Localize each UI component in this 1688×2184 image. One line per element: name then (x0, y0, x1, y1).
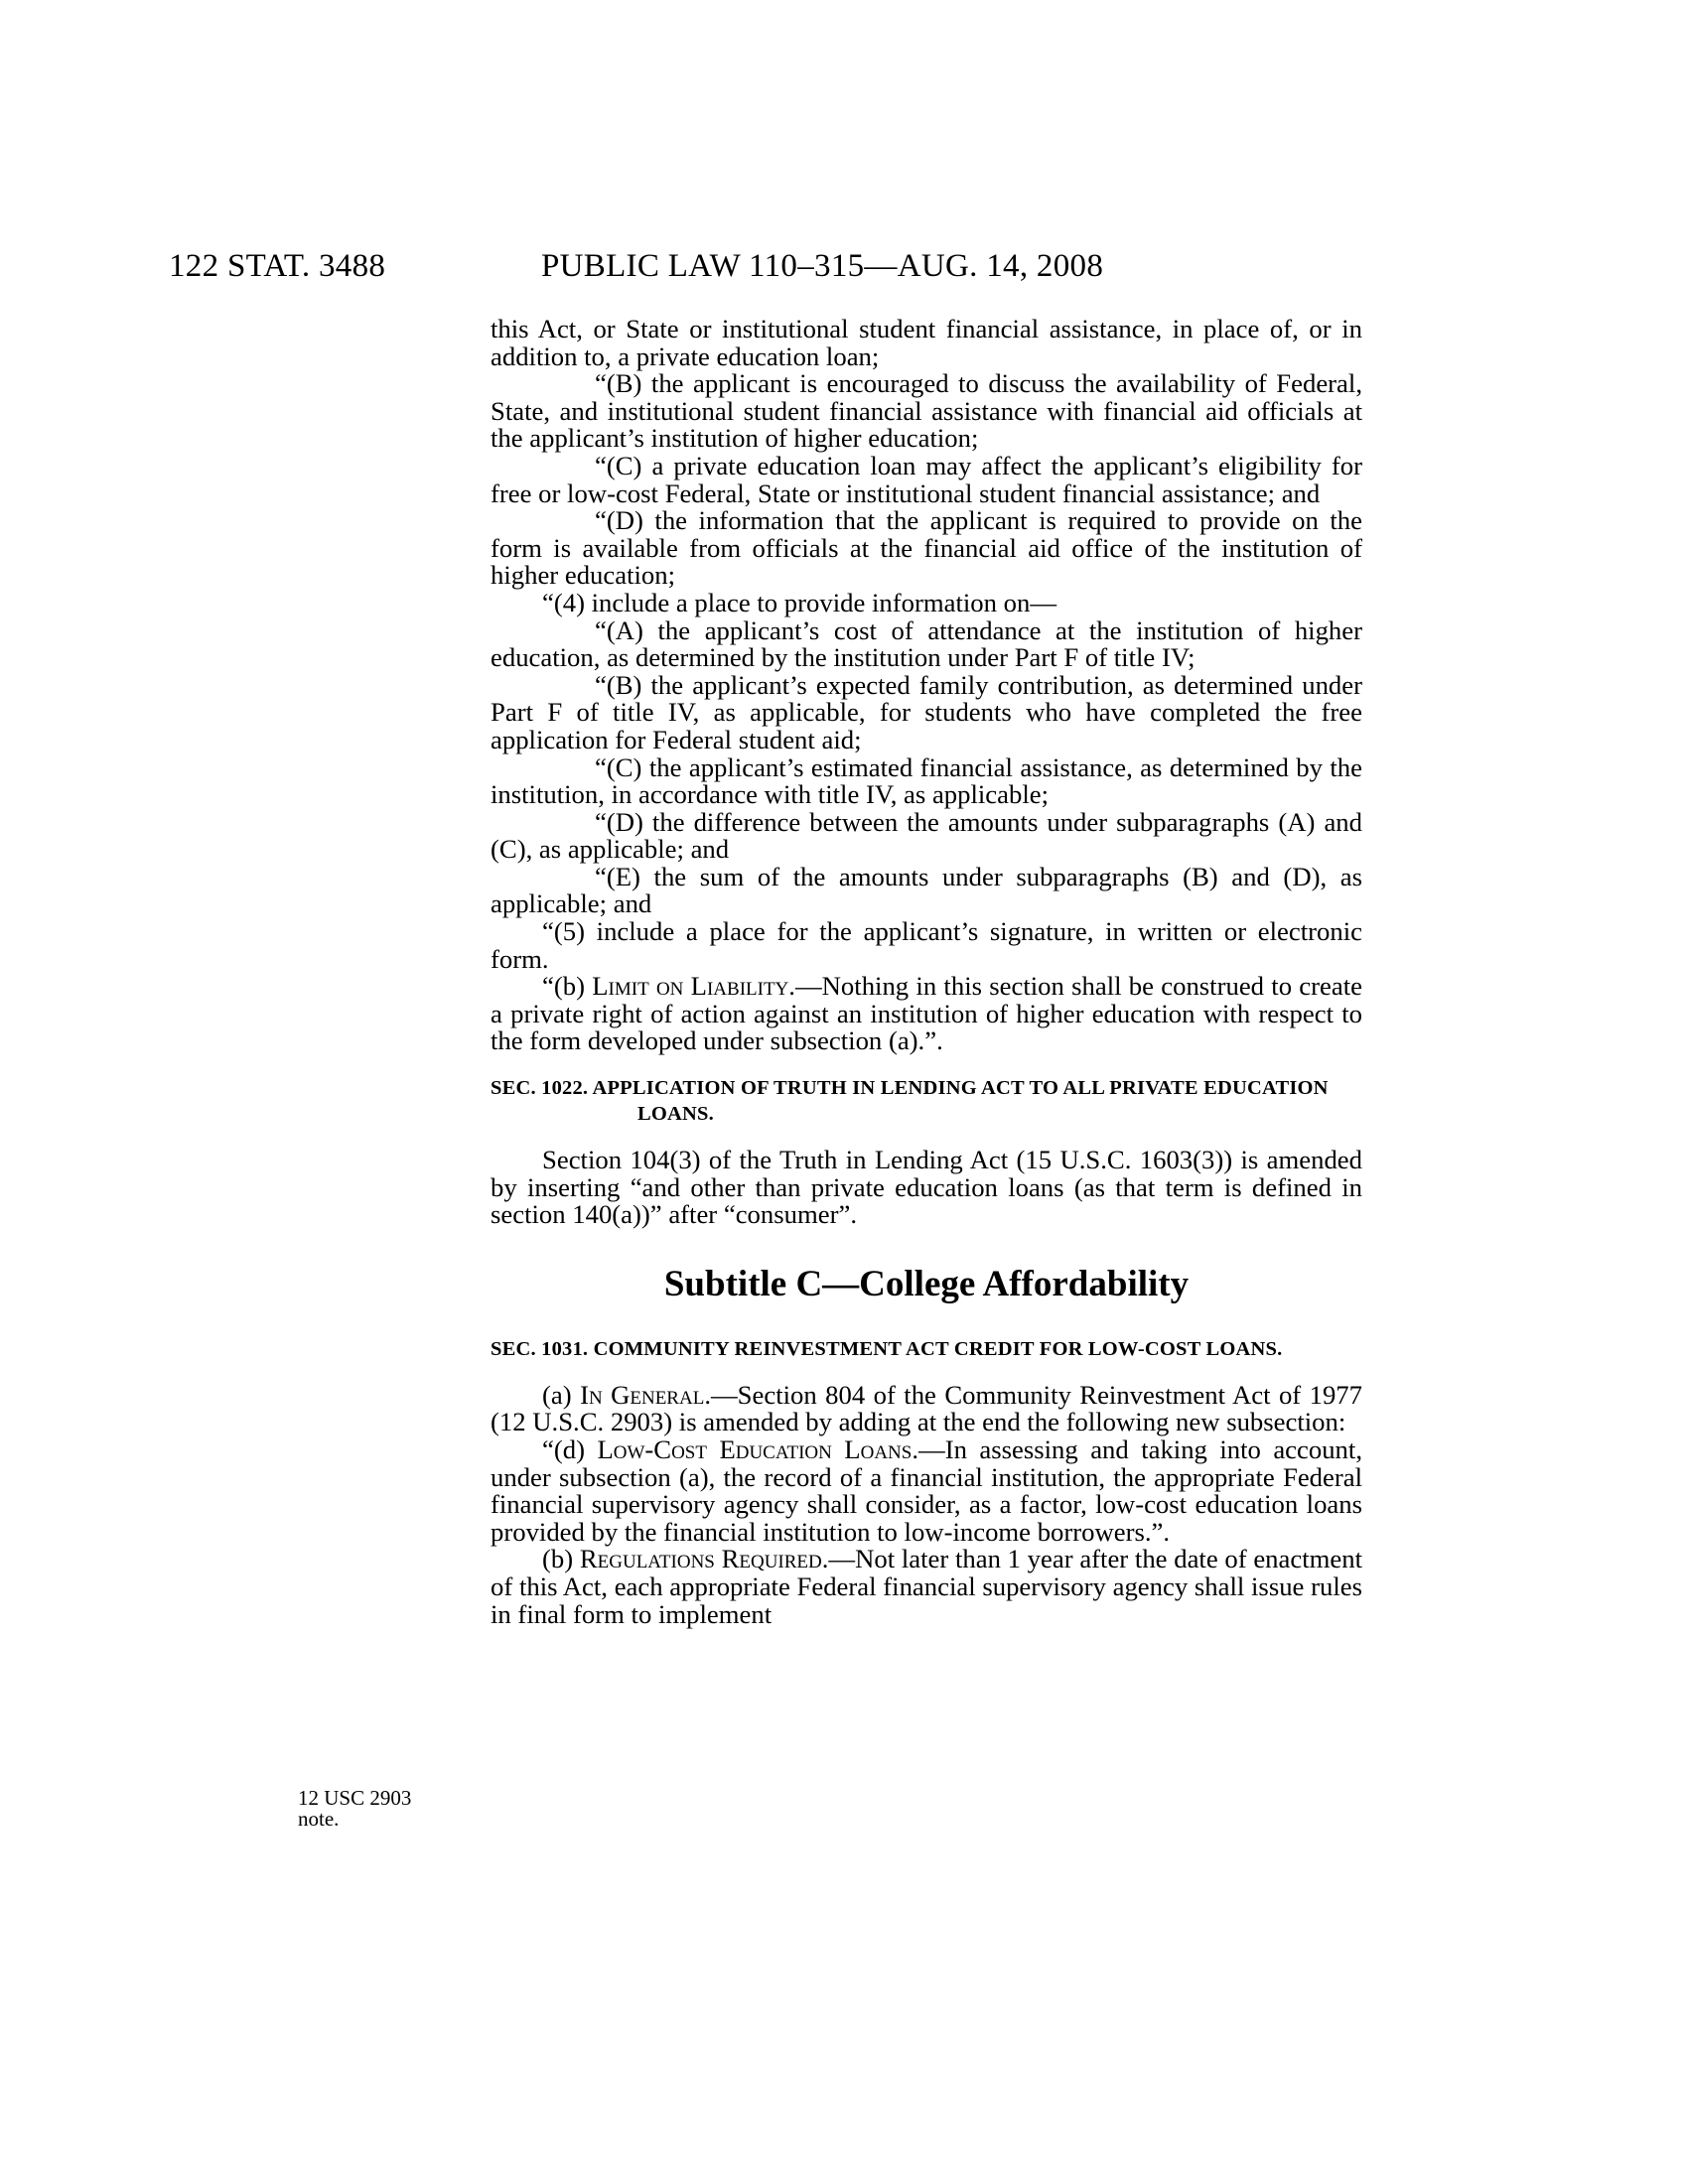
paragraph (491, 1546, 1362, 1628)
page-stat-citation: 122 STAT. 3488 (169, 248, 386, 284)
paragraph: “(D) the difference between the amounts under subparagraphs (A) and (C), as applicable; and (491, 806, 1362, 865)
paragraph: “(E) the sum of the amounts under subparagraphs (B) and (D), as applicable; and (491, 861, 1362, 919)
margin-note (298, 1788, 417, 1830)
section-heading-1031: SEC. 1031. COMMUNITY REINVESTMENT ACT CREDIT FOR LOW-COST LOANS. (491, 1337, 1283, 1360)
subsection-heading: Low-Cost Education Loans (597, 1434, 913, 1464)
document-body (491, 316, 1362, 1628)
subsection-text: .—In assessing and taking into account, under subsection (a), the record of a financial institution, the appropriate Federal financial supervisory agency shall consider, as a factor, low-cost education loans provided by the financial institution to low-income borrowers.”. (491, 1434, 1362, 1547)
subsection-prefix: “(d) (542, 1434, 598, 1464)
paragraph: this Act, or State or institutional student financial assistance, in place of, or in addition to, a private education loan; (491, 314, 1362, 371)
paragraph (491, 973, 1362, 1055)
subsection-prefix: (a) (542, 1379, 581, 1410)
subsection-prefix: (b) (542, 1544, 580, 1574)
paragraph (491, 1379, 1362, 1437)
subsection-heading: Regulations Required (579, 1544, 822, 1574)
paragraph: Section 104(3) of the Truth in Lending Act (15 U.S.C. 1603(3)) is amended by inserting “and other than private education loans (as that term is defined in section 140(a))” after “consumer”. (491, 1145, 1362, 1230)
subsection-text: .—Nothing in this section shall be construed to create a private right of action against an institution of higher education with respect to the form developed under subsection (a).”. (491, 971, 1362, 1056)
subsection-heading: In General (580, 1379, 705, 1410)
running-header: PUBLIC LAW 110–315—AUG. 14, 2008 (541, 248, 1104, 284)
subtitle-heading: Subtitle C—College Affordability (663, 1263, 1190, 1304)
paragraph: “(A) the applicant’s cost of attendance at the institution of higher education, as determined by the institution under Part F of title IV; (491, 614, 1362, 673)
subsection-text: .—Section 804 of the Community Reinvestment Act of 1977 (12 U.S.C. 2903) is amended by adding at the end the following new subsection: (491, 1379, 1362, 1437)
paragraph: “(B) the applicant’s expected family contribution, as determined under Part F of title IV, as applicable, for students who have completed the free application for Federal student aid; (491, 669, 1362, 754)
margin-note-label: note. (298, 1807, 340, 1831)
section-heading-1022: SEC. 1022. APPLICATION OF TRUTH IN LENDING ACT TO ALL PRIVATE EDUCATION LOANS. (491, 1077, 1329, 1126)
paragraph: “(C) the applicant’s estimated financial assistance, as determined by the institution, in accordance with title IV, as applicable; (491, 751, 1362, 810)
paragraph: “(5) include a place for the applicant’s signature, in written or electronic form. (491, 916, 1362, 974)
subsection-prefix: “(b) (542, 971, 593, 1002)
paragraph (491, 1436, 1362, 1546)
margin-note-citation: 12 USC 2903 (298, 1786, 412, 1810)
subsection-text: .—Not later than 1 year after the date of enactment of this Act, each appropriate Federal financial supervisory agency shall issue rules in final form to implement (491, 1544, 1362, 1629)
subsection-heading: Limit on Liability (592, 971, 789, 1002)
paragraph: “(C) a private education loan may affect the applicant’s eligibility for free or low-cost Federal, State or institutional student financial assistance; and (491, 450, 1362, 508)
paragraph: “(D) the information that the applicant is required to provide on the form is available from officials at the financial aid office of the institution of higher education; (491, 505, 1362, 591)
paragraph: “(B) the applicant is encouraged to discuss the availability of Federal, State, and institutional student financial assistance with financial aid officials at the applicant’s institution of higher education; (491, 368, 1362, 454)
paragraph: “(4) include a place to provide information on— (542, 587, 1057, 617)
